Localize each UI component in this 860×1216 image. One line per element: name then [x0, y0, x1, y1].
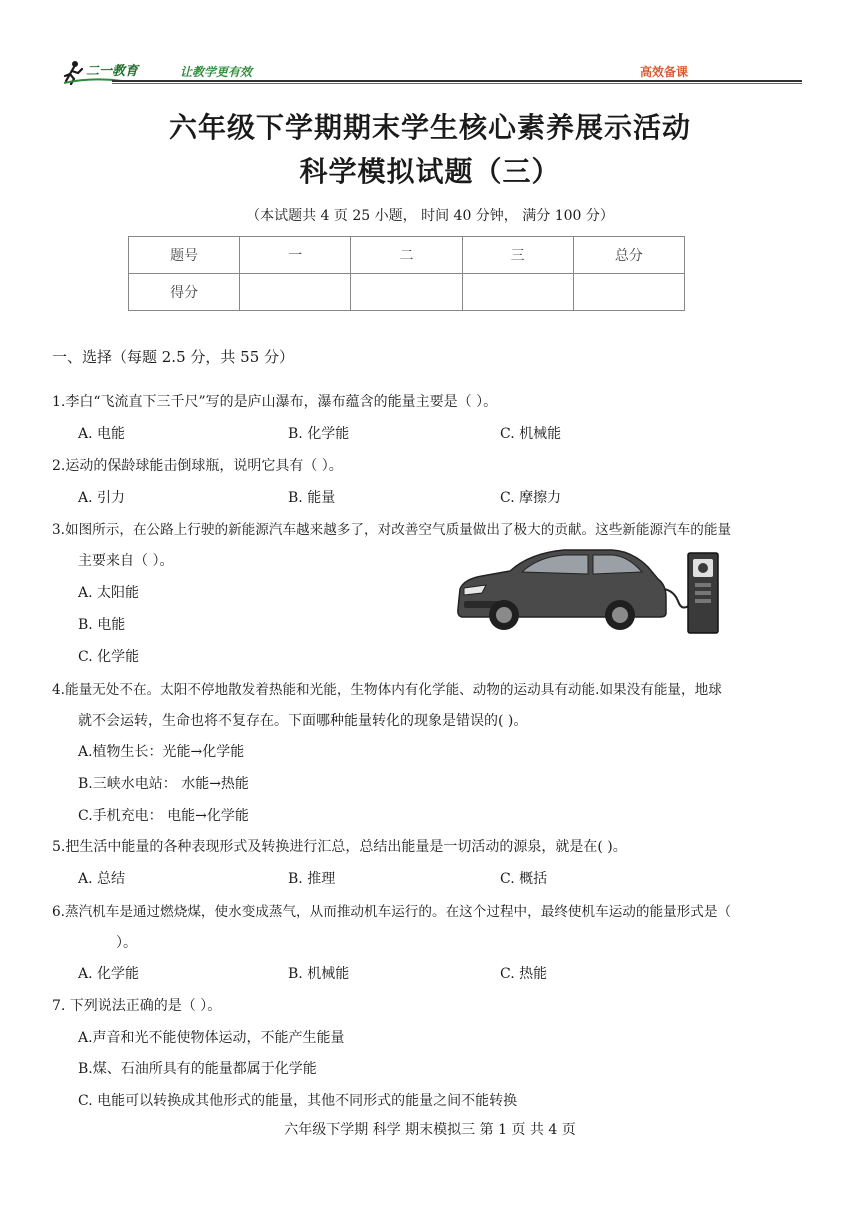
- option-a: A. 化学能: [78, 966, 140, 982]
- option-b: B.煤、石油所具有的能量都属于化学能: [78, 1061, 317, 1077]
- question-6-continued: ）。: [116, 935, 137, 951]
- page-header: [52, 55, 802, 87]
- question-2: 2.运动的保龄球能击倒球瓶，说明它具有（ ）。: [52, 458, 343, 474]
- question-3: 3.如图所示，在公路上行驶的新能源汽车越来越多了，对改善空气质量做出了极大的贡献。这些新能源汽车的能量: [52, 522, 732, 538]
- option-a: A. 太阳能: [78, 585, 140, 601]
- header-divider-thin: [112, 83, 802, 84]
- option-c: C. 摩擦力: [500, 490, 562, 506]
- question-4-continued: 就不会运转，生命也将不复存在。下面哪种能量转化的现象是错误的( )。: [78, 713, 528, 729]
- option-a: A.声音和光不能使物体运动，不能产生能量: [78, 1030, 345, 1046]
- score-table: [128, 236, 685, 311]
- header-divider: [112, 80, 802, 82]
- score-header-cell: 题号: [129, 237, 240, 274]
- option-c: C. 机械能: [500, 426, 562, 442]
- option-b: B. 机械能: [288, 966, 350, 982]
- header-tagline: 高效备课: [639, 65, 688, 79]
- electric-car-charging-illustration: [452, 543, 720, 635]
- question-5: 5.把生活中能量的各种表现形式及转换进行汇总，总结出能量是一切活动的源泉，就是在( )。: [52, 839, 627, 855]
- score-cell[interactable]: [240, 274, 351, 311]
- question-7: 7. 下列说法正确的是（ ）。: [52, 998, 222, 1014]
- section-heading: 一、选择（每题 2.5 分，共 55 分）: [52, 348, 295, 366]
- score-cell[interactable]: [351, 274, 462, 311]
- score-header-cell: 一: [240, 237, 351, 274]
- score-table-header-row: [129, 237, 685, 274]
- option-a: A.植物生长：光能→化学能: [78, 744, 245, 760]
- option-c: C. 化学能: [78, 649, 140, 665]
- score-row-label: 得分: [129, 274, 240, 311]
- page-subtitle-title: 科学模拟试题（三）: [299, 155, 561, 188]
- option-c: C. 电能可以转换成其他形式的能量，其他不同形式的能量之间不能转换: [78, 1093, 518, 1109]
- option-b: B. 电能: [78, 617, 126, 633]
- option-c: C. 概括: [500, 871, 548, 887]
- score-cell[interactable]: [573, 274, 684, 311]
- score-cell[interactable]: [462, 274, 573, 311]
- page-footer: 六年级下学期 科学 期末模拟三 第 1 页 共 4 页: [284, 1122, 576, 1138]
- score-header-cell: 总分: [573, 237, 684, 274]
- option-b: B. 化学能: [288, 426, 350, 442]
- header-slogan: 让教学更有效: [180, 65, 253, 79]
- score-header-cell: 三: [462, 237, 573, 274]
- option-a: A. 电能: [78, 426, 126, 442]
- score-header-cell: 二: [351, 237, 462, 274]
- score-table-row: [129, 274, 685, 311]
- option-b: B. 推理: [288, 871, 336, 887]
- option-c: C. 热能: [500, 966, 548, 982]
- question-6: 6.蒸汽机车是通过燃烧煤，使水变成蒸气，从而推动机车运行的。在这个过程中，最终使机车运动的能量形式是（: [52, 904, 732, 920]
- page-title: 六年级下学期期末学生核心素养展示活动: [168, 111, 691, 144]
- option-b: B. 能量: [288, 490, 336, 506]
- option-a: A. 引力: [78, 490, 126, 506]
- question-4: 4.能量无处不在。太阳不停地散发着热能和光能，生物体内有化学能、动物的运动具有动能.如果没有能量，地球: [52, 682, 722, 698]
- question-1: 1.李白“飞流直下三千尺”写的是庐山瀑布，瀑布蕴含的能量主要是（ ）。: [52, 394, 498, 410]
- question-3-continued: 主要来自（ ）。: [78, 553, 174, 569]
- option-a: A. 总结: [78, 871, 126, 887]
- option-c: C.手机充电： 电能→化学能: [78, 808, 249, 824]
- logo-text: 二一教育: [86, 64, 139, 79]
- exam-info: （本试题共 4 页 25 小题， 时间 40 分钟， 满分 100 分）: [246, 208, 614, 224]
- option-b: B.三峡水电站： 水能→热能: [78, 776, 249, 792]
